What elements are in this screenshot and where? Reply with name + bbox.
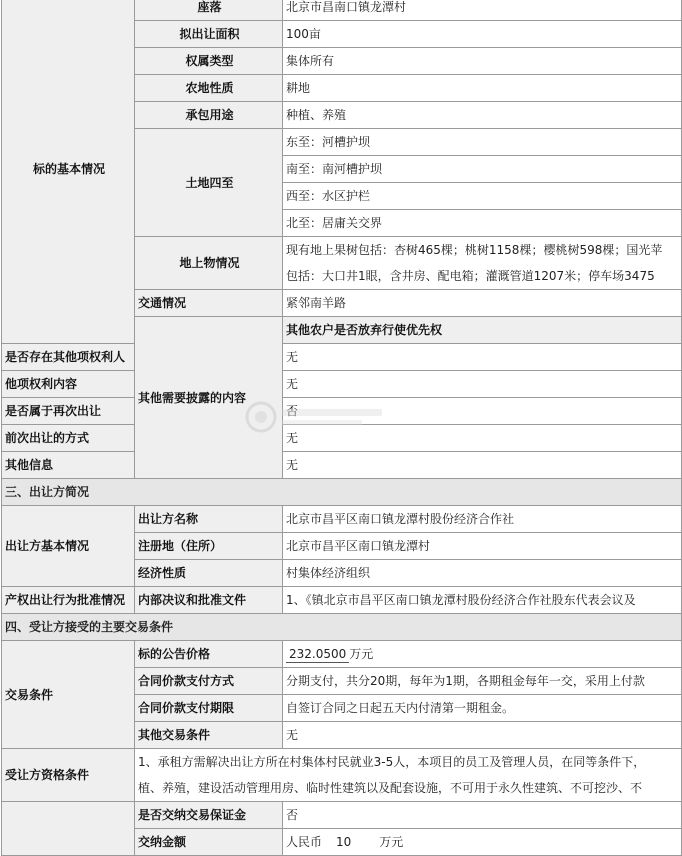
land-nature-value: 耕地 [283, 75, 682, 102]
ground-line-2: 包括：大口井1眼，含井房、配电箱；灌溉管道1207米；停车场3475 [286, 269, 655, 283]
row-section-4 [2, 614, 682, 641]
row-other-info [2, 452, 682, 479]
approval-label: 内部决议和批准文件 [135, 587, 283, 614]
previous-method-value: 无 [283, 425, 682, 452]
price-unit: 万元 [349, 647, 374, 661]
other-rights-holder-label: 是否存在其他项权利人 [2, 344, 135, 371]
ground-line-1: 现有地上果树包括：杏树465棵；桃树1158棵；樱桃树598棵；国光苹 [286, 243, 663, 257]
traffic-value: 紧邻南羊路 [283, 290, 682, 317]
qualification-line-1: 1、承租方需解决出让方所在村集体村民就业3-5人，本项目的员工及管理人员，在同等条件下， [138, 755, 646, 769]
deposit-prefix: 人民币 [286, 835, 323, 849]
boundaries-label: 土地四至 [135, 129, 283, 237]
row-re-transfer [2, 398, 682, 425]
row-seller-name [2, 506, 682, 533]
boundary-east: 东至：河槽护坝 [283, 129, 682, 156]
seller-basic-label: 出让方基本情况 [2, 506, 135, 587]
deposit-section-label [2, 802, 135, 856]
price-value [283, 641, 682, 668]
deposit-amount-label: 交纳金额 [135, 829, 283, 856]
boundary-west: 西至：水区护栏 [283, 183, 682, 210]
other-info-value: 无 [283, 452, 682, 479]
re-transfer-value: 否 [283, 398, 682, 425]
row-previous-method [2, 425, 682, 452]
deposit-required-label: 是否交纳交易保证金 [135, 802, 283, 829]
other-rights-content-label: 他项权利内容 [2, 371, 135, 398]
payment-term-label: 合同价款支付期限 [135, 695, 283, 722]
price-amount: 232.0500 [286, 646, 349, 663]
seller-name-value: 北京市昌平区南口镇龙潭村股份经济合作社 [283, 506, 682, 533]
payment-label: 合同价款支付方式 [135, 668, 283, 695]
approval-section-label: 产权出让行为批准情况 [2, 587, 135, 614]
section-4-title: 四、受让方接受的主要交易条件 [2, 614, 682, 641]
boundary-north: 北至：居庸关交界 [283, 210, 682, 237]
disclosure-section-label: 其他需要披露的内容 [135, 317, 283, 479]
area-label: 拟出让面积 [135, 21, 283, 48]
ownership-value: 集体所有 [283, 48, 682, 75]
area-value: 100亩 [283, 21, 682, 48]
seller-name-label: 出让方名称 [135, 506, 283, 533]
ground-label: 地上物情况 [135, 237, 283, 290]
other-rights-content-value: 无 [283, 371, 682, 398]
other-rights-holder-value: 无 [283, 344, 682, 371]
contract-use-value: 种植、养殖 [283, 102, 682, 129]
basic-info-section-label: 标的基本情况 [2, 0, 135, 344]
boundary-south: 南至：南河槽护坝 [283, 156, 682, 183]
row-qualification [2, 749, 682, 802]
deposit-unit: 万元 [379, 835, 404, 849]
row-other-rights-content [2, 371, 682, 398]
land-nature-label: 农地性质 [135, 75, 283, 102]
seller-address-label: 注册地（住所） [135, 533, 283, 560]
price-label: 标的公告价格 [135, 641, 283, 668]
traffic-label: 交通情况 [135, 290, 283, 317]
section-3-title: 三、出让方简况 [2, 479, 682, 506]
ownership-label: 权属类型 [135, 48, 283, 75]
seller-econ-value: 村集体经济组织 [283, 560, 682, 587]
deposit-required-value: 否 [283, 802, 682, 829]
row-approval [2, 587, 682, 614]
row-location [2, 0, 682, 21]
waiver-label: 其他农户是否放弃行使优先权 [283, 317, 682, 344]
previous-method-label: 前次出让的方式 [2, 425, 135, 452]
other-terms-value: 无 [283, 722, 682, 749]
location-value: 北京市昌南口镇龙潭村 [283, 0, 682, 21]
row-section-3 [2, 479, 682, 506]
row-price [2, 641, 682, 668]
seller-econ-label: 经济性质 [135, 560, 283, 587]
ground-value [283, 237, 682, 290]
payment-value: 分期支付，共分20期，每年为1期，各期租金每年一交，采用上付款 [283, 668, 682, 695]
qualification-label: 受让方资格条件 [2, 749, 135, 802]
other-info-label: 其他信息 [2, 452, 135, 479]
approval-value: 1、《镇北京市昌平区南口镇龙潭村股份经济合作社股东代表会议及 [283, 587, 682, 614]
deposit-amount: 10 [336, 835, 352, 849]
other-terms-label: 其他交易条件 [135, 722, 283, 749]
qualification-value [135, 749, 682, 802]
trade-terms-label: 交易条件 [2, 641, 135, 749]
listing-detail-table [1, 0, 682, 856]
location-label: 座落 [135, 0, 283, 21]
qualification-line-2: 植、养殖，建设活动管理用房、临时性建筑以及配套设施，不可用于永久性建筑、不可挖沙、不 [138, 781, 643, 795]
re-transfer-label: 是否属于再次出让 [2, 398, 135, 425]
row-other-rights-holder [2, 344, 682, 371]
row-deposit-required [2, 802, 682, 829]
contract-use-label: 承包用途 [135, 102, 283, 129]
seller-address-value: 北京市昌平区南口镇龙潭村 [283, 533, 682, 560]
payment-term-value: 自签订合同之日起五天内付清第一期租金。 [283, 695, 682, 722]
deposit-amount-value [283, 829, 682, 856]
